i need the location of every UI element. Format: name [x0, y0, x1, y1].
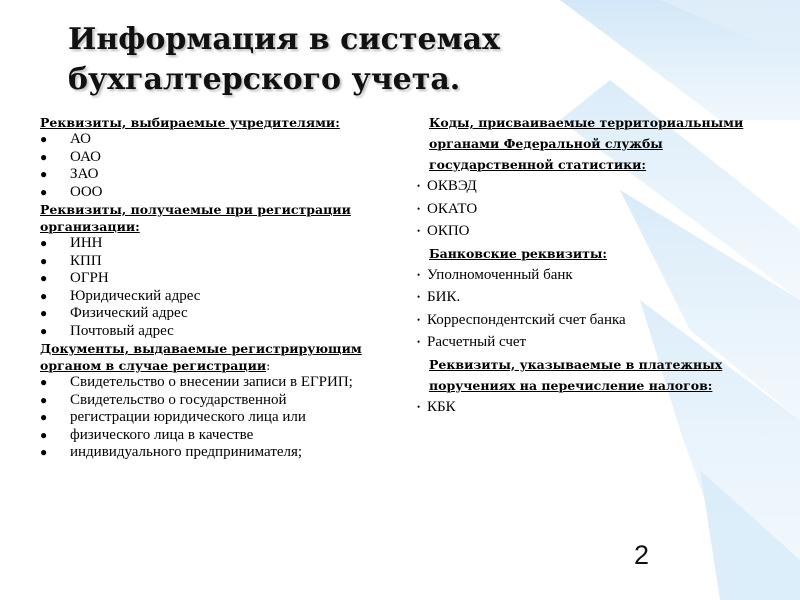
bullet-icon: ● [40, 184, 48, 199]
bullet-icon: ● [40, 253, 48, 268]
list-item: ● ОГРН [40, 270, 109, 286]
slide-title: Информация в системах бухгалтерского учета. [68, 22, 500, 97]
bullet-icon: • [417, 226, 421, 236]
section-heading-documents: Документы, выдаваемые регистрирующим органом в случае регистрации: [40, 341, 362, 373]
bullet-icon: ● [40, 167, 48, 181]
bullet-icon: • [417, 337, 421, 347]
list-item: • Корреспондентский счет банка [415, 309, 785, 332]
bullet-icon: • [417, 314, 421, 325]
list-item: ● Свидетельство о государственной [40, 391, 287, 408]
bullet-icon: ● [40, 323, 48, 338]
list-item: ● физического лица в качестве [40, 426, 254, 443]
bullet-icon: ● [40, 271, 48, 285]
list-item: ● Физический адрес [40, 305, 188, 321]
section-heading-bank-details: Банковские реквизиты: [429, 245, 608, 261]
bullet-icon: • [417, 181, 421, 191]
list-item: • БИК. [415, 286, 785, 309]
bullet-icon: ● [40, 132, 48, 146]
section-heading-statistics-codes: Коды, присваиваемые территориальными органами Федеральной службы государственной статистики: [429, 115, 744, 172]
section-heading-tax-payment: Реквизиты, указываемые в платежных поручениях на перечисление налогов: [429, 356, 723, 393]
registration-list [40, 235, 400, 340]
bullet-icon: ● [40, 288, 48, 303]
list-item: ● ЗАО [40, 166, 99, 182]
page-number: 2 [634, 540, 650, 570]
bullet-icon: • [417, 269, 421, 280]
list-item: ● КПП [40, 252, 102, 269]
list-item: • Расчетный счет [415, 331, 785, 354]
list-item: ● регистрации юридического лица или [40, 409, 306, 425]
bullet-icon: ● [40, 236, 48, 250]
bullet-icon: ● [40, 392, 48, 407]
bullet-icon: • [417, 292, 421, 302]
list-item: ● Юридический адрес [40, 287, 201, 304]
right-column [415, 112, 785, 418]
founders-list [40, 131, 400, 201]
list-item: ● ООО [40, 183, 103, 200]
left-column [40, 114, 400, 462]
section-heading-registration: Реквизиты, получаемые при регистрации организации: [40, 202, 351, 234]
list-item: ● индивидуального предпринимателя; [40, 444, 303, 460]
bullet-icon: • [417, 203, 421, 214]
list-item: ● АО [40, 131, 91, 147]
documents-list [40, 374, 400, 462]
statistics-codes-list [415, 175, 785, 243]
section-heading-founders: Реквизиты, выбираемые учредителями: [40, 115, 340, 130]
list-item: • ОКВЭД [415, 175, 785, 198]
list-item: ● ИНН [40, 235, 103, 251]
bullet-icon: ● [40, 306, 48, 320]
bullet-icon: ● [40, 427, 48, 442]
bullet-icon: ● [40, 410, 48, 424]
bullet-icon: ● [40, 445, 48, 459]
list-item: ● Почтовый адрес [40, 322, 174, 339]
list-item: • КБК [415, 396, 785, 419]
bullet-icon: • [417, 401, 421, 412]
tax-payment-list [415, 396, 785, 419]
list-item: • ОКАТО [415, 198, 785, 221]
list-item: • Уполномоченный банк [415, 264, 785, 287]
bullet-icon: ● [40, 375, 48, 389]
bullet-icon: ● [40, 149, 48, 164]
list-item: ● Свидетельство о внесении записи в ЕГРИП; [40, 374, 353, 390]
list-item: • ОКПО [415, 220, 785, 243]
bank-details-list [415, 264, 785, 354]
list-item: ● ОАО [40, 148, 102, 165]
